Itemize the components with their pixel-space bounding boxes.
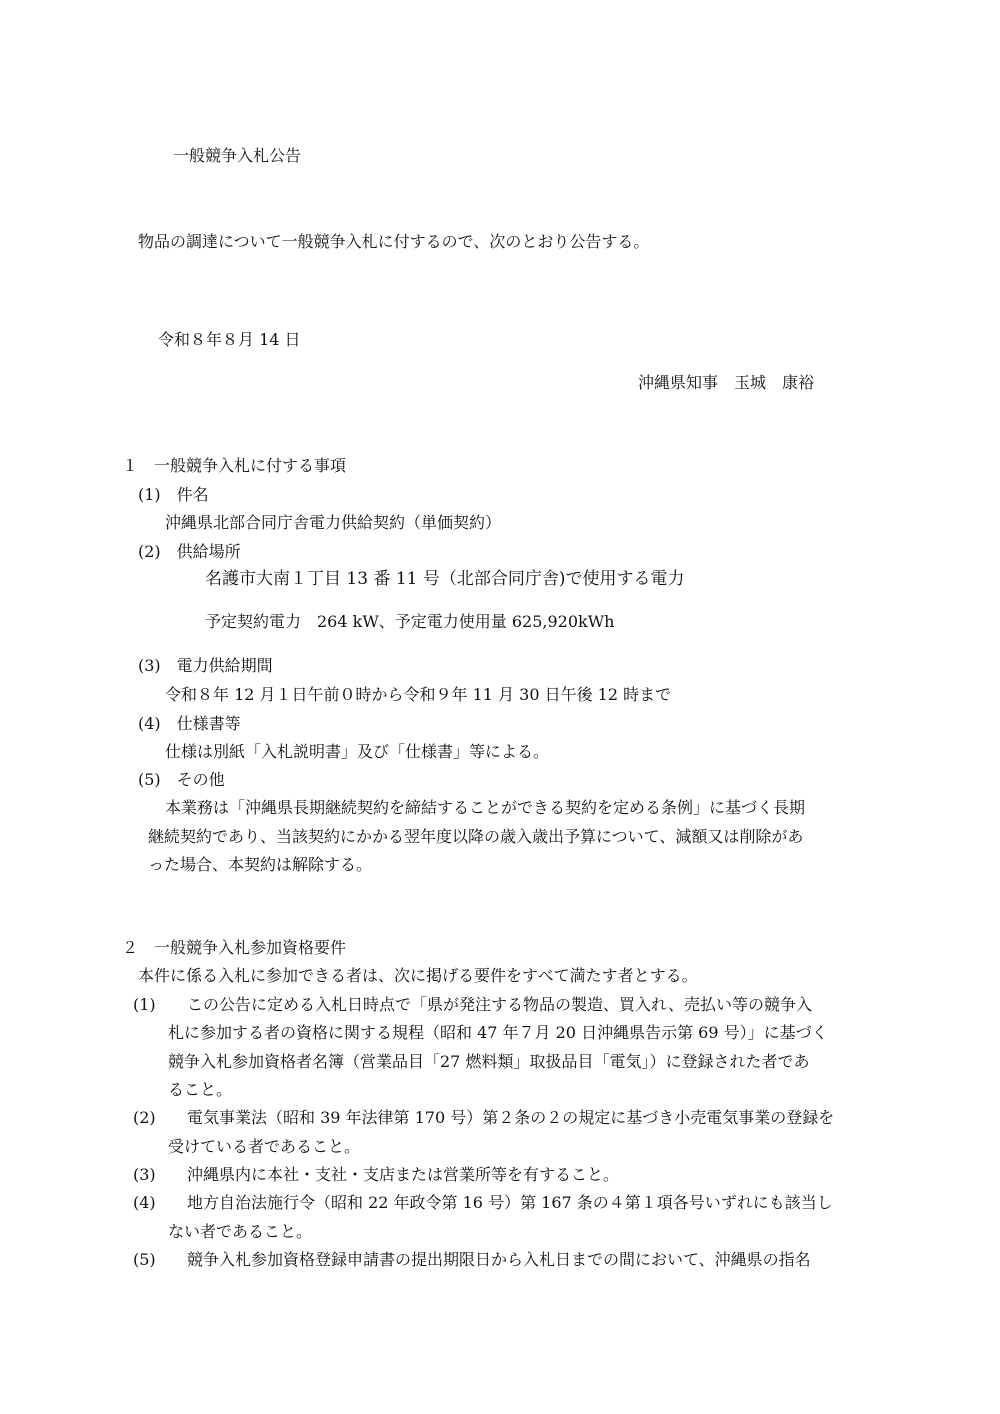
item-1-2-text-location: 名護市大南１丁目 13 番 11 号（北部合同庁舎)で使用する電力 [205,569,685,589]
item-2-2-number: (2) [133,1108,156,1127]
item-2-1-line: ること。 [168,1080,233,1099]
item-2-3-line: 沖縄県内に本社・支社・支店または営業所等を有すること。 [187,1165,620,1184]
document-title: 一般競争入札公告 [173,146,302,165]
item-2-4-number: (4) [133,1193,156,1212]
item-2-1-number: (1) [133,995,156,1014]
item-2-1-line: 札に参加する者の資格に関する規程（昭和 47 年７月 20 日沖縄県告示第 69 号）」に基づく [168,1023,828,1042]
item-1-4-heading: (4) 仕様書等 [138,714,241,733]
item-1-2-text-power: 予定契約電力 264 kW、予定電力使用量 625,920kWh [205,612,615,631]
section-2-heading: ２ 一般競争入札参加資格要件 [122,938,347,957]
item-1-1-heading: (1) 件名 [138,485,209,504]
item-1-3-heading: (3) 電力供給期間 [138,656,273,675]
item-1-2-heading: (2) 供給場所 [138,542,241,561]
item-1-5-line: 本業務は「沖縄県長期継続契約を締結することができる契約を定める条例」に基づく長期 [165,798,806,817]
item-1-5-line: 継続契約であり、当該契約にかかる翌年度以降の歳入歳出予算について、減額又は削除があ [148,827,804,846]
item-2-4-line: ない者であること。 [168,1222,313,1241]
item-1-3-text: 令和８年 12 月１日午前０時から令和９年 11 月 30 日午後 12 時まで [165,685,672,704]
item-2-3-number: (3) [133,1165,156,1184]
item-2-5-number: (5) [133,1250,156,1269]
notice-date: 令和８年８月 14 日 [158,330,301,349]
item-2-1-line: この公告に定める入札日時点で「県が発注する物品の製造、買入れ、売払い等の競争入 [187,995,812,1014]
item-1-4-text: 仕様は別紙「入札説明書」及び「仕様書」等による。 [165,742,550,761]
intro-text: 物品の調達について一般競争入札に付するので、次のとおり公告する。 [138,232,650,251]
item-2-2-line: 受けている者であること。 [168,1137,361,1156]
item-1-1-text: 沖縄県北部合同庁舎電力供給契約（単価契約） [165,513,502,532]
section-1-heading: １ 一般競争入札に付する事項 [122,456,347,475]
item-2-4-line: 地方自治法施行令（昭和 22 年政令第 16 号）第 167 条の４第１項各号いずれにも該当し [187,1193,833,1212]
item-1-5-heading: (5) その他 [138,770,225,789]
item-2-1-line: 競争入札参加資格者名簿（営業品目「27 燃料類」取扱品目「電気」）に登録された者であ [168,1052,810,1071]
item-1-5-line: った場合、本契約は解除する。 [148,855,373,874]
section-2-lead: 本件に係る入札に参加できる者は、次に掲げる要件をすべて満たす者とする。 [138,966,698,985]
signer-name: 沖縄県知事 玉城 康裕 [638,373,815,392]
item-2-5-line: 競争入札参加資格登録申請書の提出期限日から入札日までの間において、沖縄県の指名 [187,1250,811,1269]
item-2-2-line: 電気事業法（昭和 39 年法律第 170 号）第２条の２の規定に基づき小売電気事業の登録を [187,1108,835,1127]
